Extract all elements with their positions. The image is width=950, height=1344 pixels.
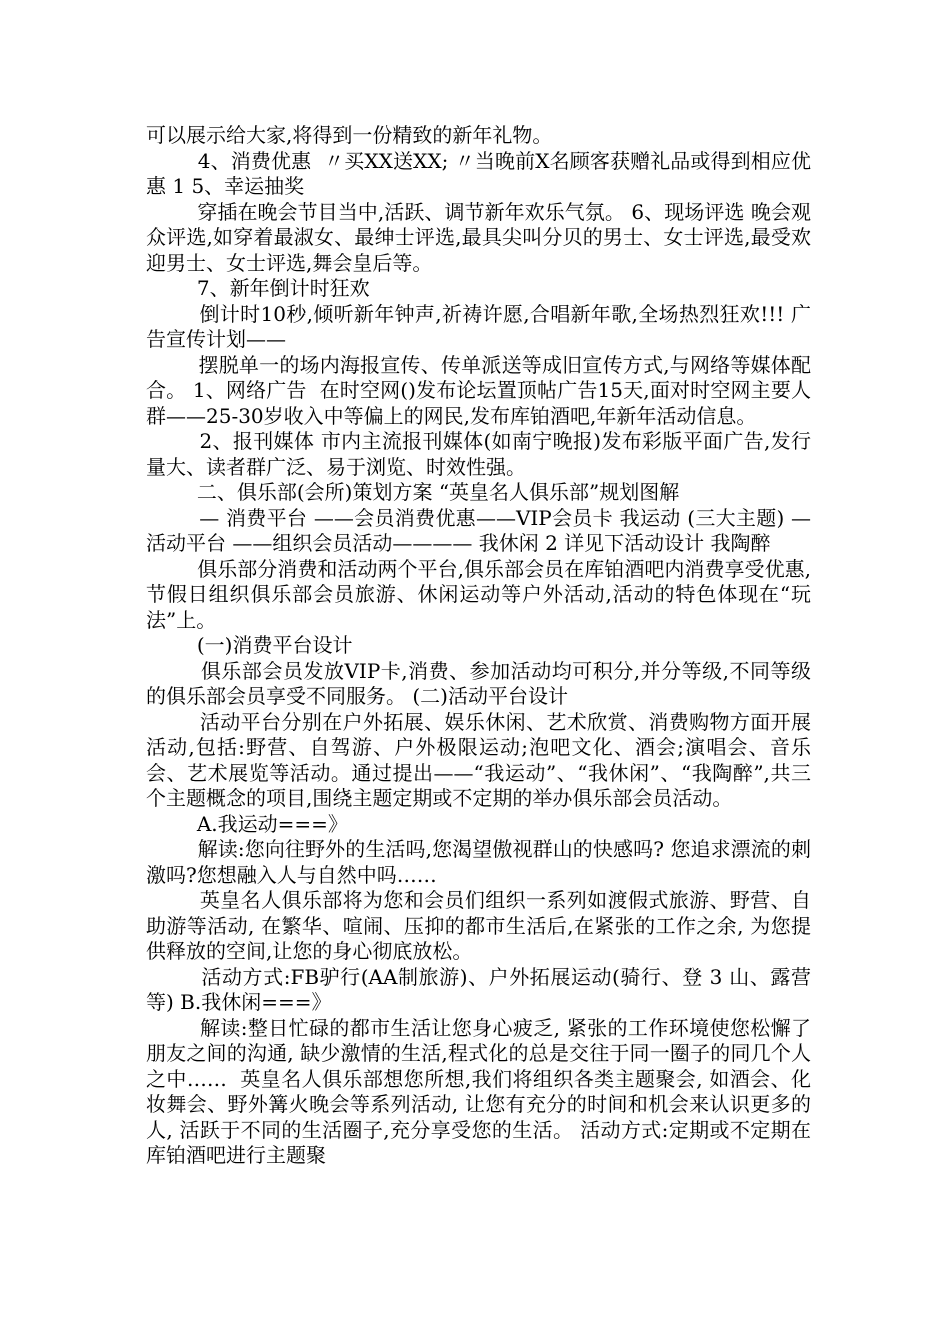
paragraph-7: 2、报刊媒体 市内主流报刊媒体(如南宁晚报)发布彩版平面广告,发行量大、读者群广泛、易于浏览、时效性强。 (146, 429, 812, 479)
paragraph-4: 7、新年倒计时狂欢 (146, 276, 370, 300)
paragraph-12: 俱乐部会员发放VIP卡,消费、参加活动均可积分,并分等级,不同等级的俱乐部会员享受不同服务。 (二)活动平台设计 (146, 658, 812, 708)
paragraph-5: 倒计时10秒,倾听新年钟声,祈祷许愿,合唱新年歌,全场热烈狂欢!!! 广告宣传计划—— (146, 301, 811, 351)
paragraph-14: A.我运动===》 (146, 811, 348, 836)
paragraph-6: 摆脱单一的场内海报宣传、传单派送等成旧宣传方式,与网络等媒体配合。 1、网络广告 在时空网()发布论坛置顶帖广告15天,面对时空网主要人群——25-30岁收入中等偏上的网民,发布库铂酒吧,年新年活动信息。 (146, 352, 812, 428)
paragraph-13: 活动平台分别在户外拓展、娱乐休闲、艺术欣赏、消费购物方面开展活动,包括:野营、自驾游、户外极限运动;泡吧文化、酒会;演唱会、音乐会、艺术展览等活动。通过提出——“我运动”、“我休闲”、“我陶醉”,共三个主题概念的项目,围绕主题定期或不定期的举办俱乐部会员活动。 (146, 709, 812, 810)
paragraph-15: 解读:您向往野外的生活吗,您渴望傲视群山的快感吗? 您追求漂流的刺激吗?您想融入人与自然中吗…… (146, 837, 811, 887)
paragraph-3: 穿插在晚会节目当中,活跃、调节新年欢乐气氛。 6、现场评选 晚会观众评选,如穿着最淑女、最绅士评选,最具尖叫分贝的男士、女士评选,最受欢迎男士、女士评选,舞会皇后等。 (146, 199, 811, 275)
paragraph-10: 俱乐部分消费和活动两个平台,俱乐部会员在库铂酒吧内消费享受优惠,节假日组织俱乐部会员旅游、休闲运动等户外活动,活动的特色体现在“玩法”上。 (146, 556, 812, 632)
document-body (146, 123, 818, 1169)
paragraph-1: 可以展示给大家,将得到一份精致的新年礼物。 (146, 123, 553, 147)
paragraph-8: 二、俱乐部(会所)策划方案 “英皇名人俱乐部”规划图解 (146, 480, 680, 504)
paragraph-18: 解读:整日忙碌的都市生活让您身心疲乏, 紧张的工作环境使您松懈了朋友之间的沟通, 缺少激情的生活,程式化的总是交往于同一圈子的同几个人之中…… 英皇名人俱乐部想您所想,我们将组织各类主题聚会, 如酒会、化妆舞会、野外篝火晚会等系列活动, 让您有充分的时间和机会来认识更多的人, 活跃于不同的生活圈子,充分享受您的生活。 活动方式:定期或不定期在库铂酒吧进行主题聚 (146, 1015, 812, 1167)
paragraph-9: — 消费平台 ——会员消费优惠——VIP会员卡 我运动 (三大主题) — 活动平台 ——组织会员活动———— 我休闲 2 详见下活动设计 我陶醉 (146, 505, 818, 555)
paragraph-17: 活动方式:FB驴行(AA制旅游)、户外拓展运动(骑行、登 3 山、露营等) B.我休闲===》 (146, 964, 812, 1014)
paragraph-16: 英皇名人俱乐部将为您和会员们组织一系列如渡假式旅游、野营、自助游等活动, 在繁华、喧闹、压抑的都市生活后,在紧张的工作之余, 为您提供释放的空间,让您的身心彻底放松。 (146, 888, 812, 963)
paragraph-2: 4、消费优惠 〃买XX送XX; 〃当晚前X名顾客获赠礼品或得到相应优惠 1 5、幸运抽奖 (146, 148, 812, 198)
paragraph-11: (一)消费平台设计 (146, 633, 353, 657)
